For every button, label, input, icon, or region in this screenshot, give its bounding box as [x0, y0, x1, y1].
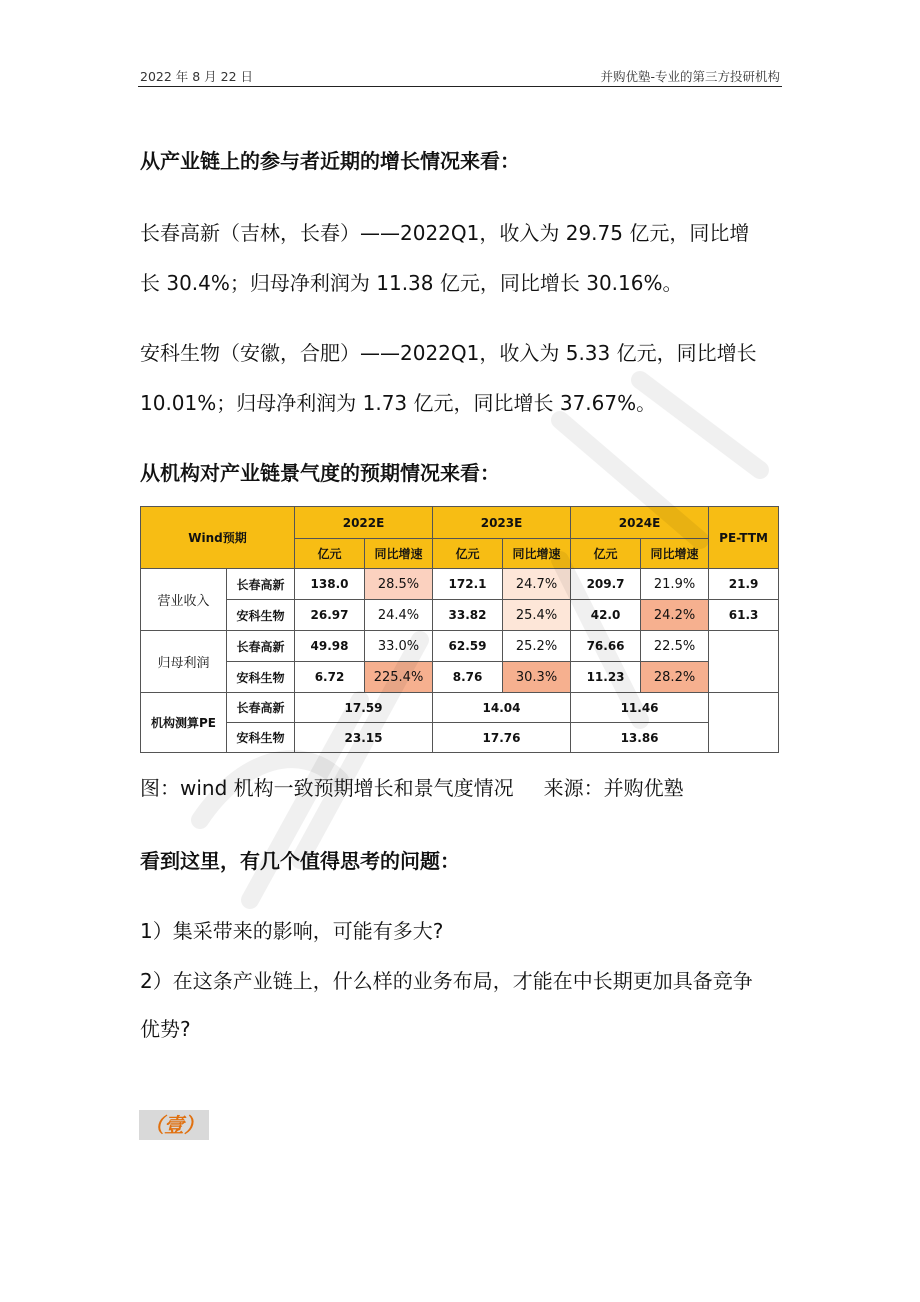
company-label: 长春高新 — [227, 631, 295, 662]
year-header: 2023E — [433, 507, 571, 539]
header-source: 并购优塾-专业的第三方投研机构 — [600, 69, 780, 84]
para2-line2: 10.01%；归母净利润为 1.73 亿元，同比增长 37.67%。 — [140, 391, 657, 415]
sub-col-header: 同比增速 — [365, 539, 433, 569]
table-cell: 25.4% — [503, 600, 571, 631]
section-label: （壹） — [139, 1110, 209, 1140]
table-cell: 26.97 — [295, 600, 365, 631]
table-row — [141, 600, 779, 631]
table-cell-empty — [709, 662, 779, 693]
table-cell: 62.59 — [433, 631, 503, 662]
sub-col-header: 亿元 — [295, 539, 365, 569]
table-row — [141, 631, 779, 662]
table-cell: 11.23 — [571, 662, 641, 693]
table-cell: 13.86 — [571, 723, 709, 753]
table-cell: 33.82 — [433, 600, 503, 631]
table-row — [141, 723, 779, 753]
table-cell: 21.9% — [641, 569, 709, 600]
table-cell: 21.9 — [709, 569, 779, 600]
table-cell: 23.15 — [295, 723, 433, 753]
table-cell: 76.66 — [571, 631, 641, 662]
question-1: 1）集采带来的影响，可能有多大? — [140, 919, 444, 943]
table-cell-empty — [709, 631, 779, 662]
table-cell: 42.0 — [571, 600, 641, 631]
metric-label: 机构测算PE — [141, 693, 227, 753]
table-cell: 28.5% — [365, 569, 433, 600]
table-row — [141, 662, 779, 693]
table-cell: 24.2% — [641, 600, 709, 631]
table-cell: 33.0% — [365, 631, 433, 662]
table-cell: 209.7 — [571, 569, 641, 600]
forecast-table — [140, 506, 779, 753]
figure-caption — [140, 770, 684, 806]
para2-line1: 安科生物（安徽，合肥）——2022Q1，收入为 5.33 亿元，同比增长 — [140, 341, 757, 365]
table-cell: 138.0 — [295, 569, 365, 600]
sub-col-header: 亿元 — [433, 539, 503, 569]
table-cell: 30.3% — [503, 662, 571, 693]
table-corner: Wind预期 — [141, 507, 295, 569]
table-cell: 14.04 — [433, 693, 571, 723]
section3-heading: 看到这里，有几个值得思考的问题： — [140, 849, 460, 873]
sub-col-header: 同比增速 — [641, 539, 709, 569]
question-2-line1: 2）在这条产业链上，什么样的业务布局，才能在中长期更加具备竞争 — [140, 969, 753, 993]
table-cell: 28.2% — [641, 662, 709, 693]
year-header: 2024E — [571, 507, 709, 539]
table-cell: 6.72 — [295, 662, 365, 693]
para1-line2: 长 30.4%；归母净利润为 11.38 亿元，同比增长 30.16%。 — [140, 271, 683, 295]
year-header: 2022E — [295, 507, 433, 539]
table-cell-empty — [709, 693, 779, 753]
table-cell: 172.1 — [433, 569, 503, 600]
table-cell: 22.5% — [641, 631, 709, 662]
caption-figure: 图：wind 机构一致预期增长和景气度情况 — [140, 776, 514, 800]
company-label: 安科生物 — [227, 600, 295, 631]
table-cell: 25.2% — [503, 631, 571, 662]
table-cell: 8.76 — [433, 662, 503, 693]
table-cell: 24.4% — [365, 600, 433, 631]
company-label: 长春高新 — [227, 569, 295, 600]
sub-col-header: 同比增速 — [503, 539, 571, 569]
company-label: 长春高新 — [227, 693, 295, 723]
pe-ttm-header: PE-TTM — [709, 507, 779, 569]
page-header — [138, 64, 782, 87]
wind-forecast-table — [140, 506, 778, 752]
table-cell: 24.7% — [503, 569, 571, 600]
table-row — [141, 693, 779, 723]
table-cell: 61.3 — [709, 600, 779, 631]
sub-col-header: 亿元 — [571, 539, 641, 569]
section1-heading: 从产业链上的参与者近期的增长情况来看： — [140, 149, 520, 173]
section2-heading: 从机构对产业链景气度的预期情况来看： — [140, 461, 500, 485]
company-label: 安科生物 — [227, 723, 295, 753]
table-cell: 49.98 — [295, 631, 365, 662]
table-cell: 17.76 — [433, 723, 571, 753]
table-cell: 225.4% — [365, 662, 433, 693]
para1-line1: 长春高新（吉林，长春）——2022Q1，收入为 29.75 亿元，同比增 — [140, 221, 750, 245]
table-cell: 11.46 — [571, 693, 709, 723]
header-date: 2022 年 8 月 22 日 — [140, 69, 254, 84]
table-row — [141, 569, 779, 600]
question-2-line2: 优势? — [140, 1017, 191, 1041]
metric-label: 营业收入 — [141, 569, 227, 631]
metric-label: 归母利润 — [141, 631, 227, 693]
company-label: 安科生物 — [227, 662, 295, 693]
caption-source: 来源：并购优塾 — [543, 776, 684, 800]
table-cell: 17.59 — [295, 693, 433, 723]
